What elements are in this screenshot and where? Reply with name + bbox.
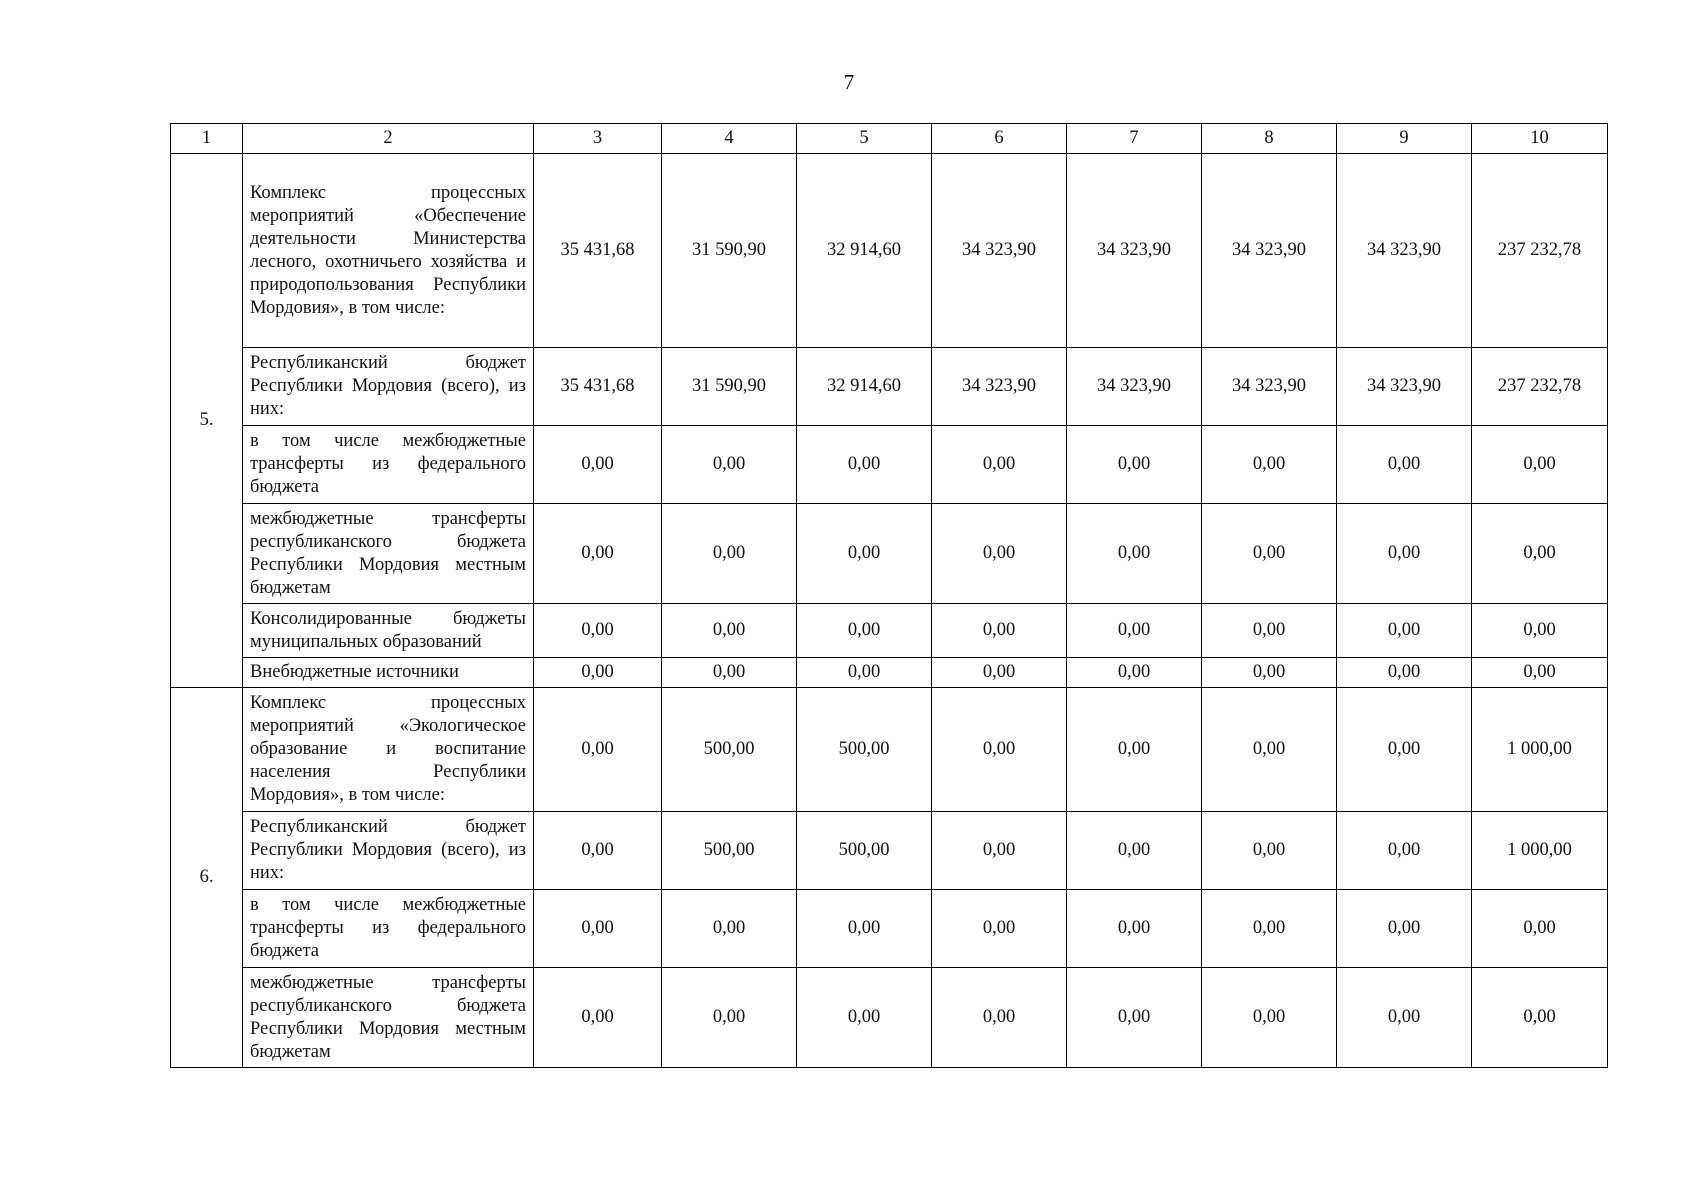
table-row	[171, 348, 1608, 426]
value-cell: 0,00	[932, 968, 1067, 1068]
value-cell: 35 431,68	[534, 154, 662, 348]
row-label: Комплекс процессных мероприятий «Экологическое образование и воспитание населения Республики Мордовия», в том числе:	[243, 688, 534, 812]
value-cell: 0,00	[1202, 890, 1337, 968]
value-cell: 0,00	[1337, 604, 1472, 658]
value-cell: 34 323,90	[1337, 348, 1472, 426]
column-header: 3	[534, 124, 662, 154]
value-cell: 0,00	[1067, 426, 1202, 504]
table-row	[171, 658, 1608, 688]
value-cell: 34 323,90	[1067, 348, 1202, 426]
value-cell: 0,00	[1337, 812, 1472, 890]
value-cell: 0,00	[534, 812, 662, 890]
value-cell: 500,00	[797, 812, 932, 890]
table-row	[171, 688, 1608, 812]
column-header: 7	[1067, 124, 1202, 154]
value-cell: 0,00	[797, 604, 932, 658]
value-cell: 0,00	[1472, 504, 1608, 604]
value-cell: 0,00	[1202, 426, 1337, 504]
column-number-row	[171, 124, 1608, 154]
value-cell: 34 323,90	[932, 348, 1067, 426]
table-row	[171, 604, 1608, 658]
value-cell: 0,00	[797, 890, 932, 968]
value-cell: 500,00	[662, 688, 797, 812]
value-cell: 0,00	[932, 890, 1067, 968]
value-cell: 34 323,90	[1202, 348, 1337, 426]
column-header: 4	[662, 124, 797, 154]
value-cell: 0,00	[534, 890, 662, 968]
value-cell: 0,00	[1202, 812, 1337, 890]
value-cell: 0,00	[1337, 658, 1472, 688]
section-index: 5.	[171, 154, 243, 688]
value-cell: 0,00	[1067, 890, 1202, 968]
value-cell: 0,00	[1337, 504, 1472, 604]
value-cell: 0,00	[1337, 688, 1472, 812]
row-label: в том числе межбюджетные трансферты из федерального бюджета	[243, 426, 534, 504]
value-cell: 0,00	[1202, 688, 1337, 812]
value-cell: 0,00	[1202, 968, 1337, 1068]
value-cell: 0,00	[932, 688, 1067, 812]
value-cell: 500,00	[662, 812, 797, 890]
value-cell: 34 323,90	[1067, 154, 1202, 348]
value-cell: 0,00	[797, 426, 932, 504]
value-cell: 500,00	[797, 688, 932, 812]
value-cell: 34 323,90	[1337, 154, 1472, 348]
value-cell: 1 000,00	[1472, 688, 1608, 812]
row-label: Республиканский бюджет Республики Мордовия (всего), из них:	[243, 812, 534, 890]
table-row	[171, 890, 1608, 968]
value-cell: 0,00	[797, 658, 932, 688]
value-cell: 1 000,00	[1472, 812, 1608, 890]
value-cell: 0,00	[662, 426, 797, 504]
value-cell: 0,00	[932, 426, 1067, 504]
column-header: 10	[1472, 124, 1608, 154]
column-header: 9	[1337, 124, 1472, 154]
value-cell: 0,00	[1337, 968, 1472, 1068]
value-cell: 0,00	[1472, 968, 1608, 1068]
value-cell: 237 232,78	[1472, 348, 1608, 426]
value-cell: 35 431,68	[534, 348, 662, 426]
row-label: Республиканский бюджет Республики Мордовия (всего), из них:	[243, 348, 534, 426]
value-cell: 0,00	[662, 890, 797, 968]
row-label: Комплекс процессных мероприятий «Обеспечение деятельности Министерства лесного, охотничьего хозяйства и природопользования Республики Мордовия», в том числе:	[243, 154, 534, 348]
value-cell: 0,00	[1472, 604, 1608, 658]
value-cell: 32 914,60	[797, 154, 932, 348]
value-cell: 0,00	[534, 604, 662, 658]
value-cell: 0,00	[932, 504, 1067, 604]
section-index: 6.	[171, 688, 243, 1068]
value-cell: 0,00	[1067, 688, 1202, 812]
value-cell: 0,00	[1472, 658, 1608, 688]
value-cell: 34 323,90	[1202, 154, 1337, 348]
value-cell: 0,00	[662, 658, 797, 688]
value-cell: 0,00	[932, 812, 1067, 890]
value-cell: 32 914,60	[797, 348, 932, 426]
row-label: межбюджетные трансферты республиканского бюджета Республики Мордовия местным бюджетам	[243, 504, 534, 604]
column-header: 8	[1202, 124, 1337, 154]
table-row	[171, 426, 1608, 504]
value-cell: 0,00	[534, 688, 662, 812]
value-cell: 0,00	[932, 658, 1067, 688]
value-cell: 0,00	[932, 604, 1067, 658]
value-cell: 237 232,78	[1472, 154, 1608, 348]
column-header: 5	[797, 124, 932, 154]
value-cell: 0,00	[662, 968, 797, 1068]
value-cell: 0,00	[797, 968, 932, 1068]
value-cell: 0,00	[534, 426, 662, 504]
value-cell: 0,00	[1472, 890, 1608, 968]
row-label: Внебюджетные источники	[243, 658, 534, 688]
column-header: 1	[171, 124, 243, 154]
value-cell: 0,00	[1067, 968, 1202, 1068]
value-cell: 0,00	[1067, 604, 1202, 658]
value-cell: 0,00	[1472, 426, 1608, 504]
value-cell: 0,00	[797, 504, 932, 604]
value-cell: 0,00	[1202, 504, 1337, 604]
table-row	[171, 504, 1608, 604]
budget-table	[170, 123, 1608, 1068]
value-cell: 31 590,90	[662, 154, 797, 348]
column-header: 2	[243, 124, 534, 154]
value-cell: 0,00	[534, 968, 662, 1068]
table-row	[171, 812, 1608, 890]
row-label: в том числе межбюджетные трансферты из федерального бюджета	[243, 890, 534, 968]
value-cell: 31 590,90	[662, 348, 797, 426]
value-cell: 0,00	[1067, 812, 1202, 890]
value-cell: 34 323,90	[932, 154, 1067, 348]
page-number: 7	[843, 70, 855, 94]
row-label: межбюджетные трансферты республиканского бюджета Республики Мордовия местным бюджетам	[243, 968, 534, 1068]
column-header: 6	[932, 124, 1067, 154]
value-cell: 0,00	[662, 604, 797, 658]
table-row	[171, 154, 1608, 348]
row-label: Консолидированные бюджеты муниципальных образований	[243, 604, 534, 658]
value-cell: 0,00	[662, 504, 797, 604]
value-cell: 0,00	[534, 658, 662, 688]
table-row	[171, 968, 1608, 1068]
value-cell: 0,00	[1202, 604, 1337, 658]
value-cell: 0,00	[1067, 658, 1202, 688]
value-cell: 0,00	[1337, 890, 1472, 968]
value-cell: 0,00	[1202, 658, 1337, 688]
value-cell: 0,00	[534, 504, 662, 604]
value-cell: 0,00	[1337, 426, 1472, 504]
value-cell: 0,00	[1067, 504, 1202, 604]
